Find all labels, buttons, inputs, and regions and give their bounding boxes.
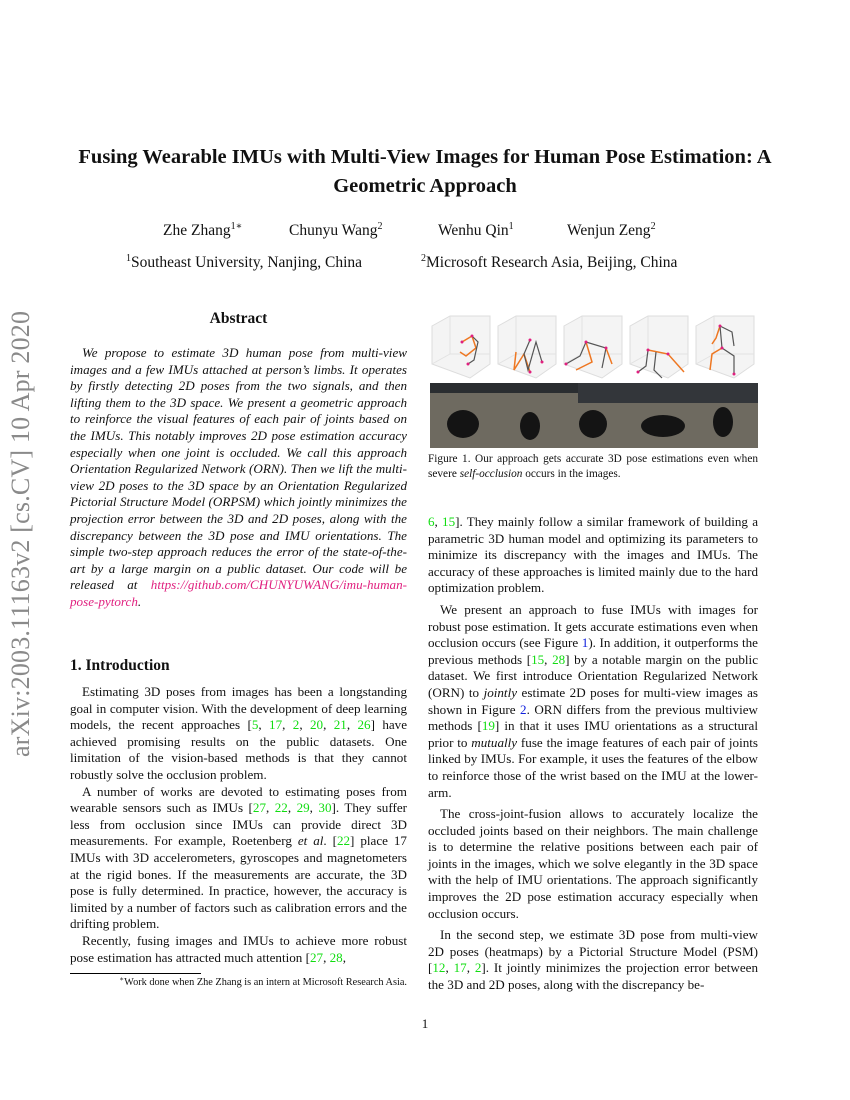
person-silhouette bbox=[447, 410, 479, 438]
citation-link[interactable]: 22 bbox=[274, 800, 288, 816]
paper-title: Fusing Wearable IMUs with Multi-View Images for Human Pose Estimation: A Geometric Approach bbox=[78, 146, 772, 197]
person-silhouette bbox=[520, 412, 540, 440]
section-heading-introduction: 1. Introduction bbox=[70, 657, 170, 674]
citation-link[interactable]: 2 bbox=[292, 717, 300, 733]
abstract-heading: Abstract bbox=[209, 310, 268, 327]
citation-link[interactable]: 28 bbox=[329, 949, 343, 965]
paragraph: We present an approach to fuse IMUs with images for robust pose estimation. It gets accurate estimations even when occlusion occurs (see Figure 1). In addition, it outperforms the previous methods [15, 28] by a notable margin on the public dataset. We first introduce Orientation Regularized Network (ORN) to jointly estimate 2D poses for multi-view images as shown in Figure 2. ORN differs from the previous multiview methods [19] in that it uses IMU orientations as a structural prior to mutually fuse the image features of each pair of joints linked by IMUs. For example, it uses the features of the elbow to reinforce those of the wrist based on the IMU at the lower-arm. bbox=[428, 601, 759, 800]
person-silhouette bbox=[641, 415, 685, 437]
figure-ref-link[interactable]: 1 bbox=[581, 635, 589, 651]
citation-link[interactable]: 17 bbox=[453, 960, 467, 976]
author: Zhe Zhang$^{1∗}$ bbox=[163, 221, 243, 239]
pose-plot bbox=[432, 316, 490, 378]
citation-link[interactable]: 22 bbox=[336, 833, 351, 849]
person-silhouette bbox=[713, 407, 733, 437]
figure-1-image bbox=[428, 312, 758, 448]
author: Wenjun Zeng$^2$ bbox=[567, 221, 656, 239]
right-column-body bbox=[428, 514, 758, 994]
citation-link[interactable]: 19 bbox=[481, 718, 495, 734]
citation-link[interactable]: 30 bbox=[318, 800, 332, 816]
citation-link[interactable]: 15 bbox=[531, 651, 545, 667]
citation-link[interactable]: 27 bbox=[309, 949, 324, 965]
affiliation: $^1$Southeast University, Nanjing, China bbox=[126, 253, 363, 271]
code-link[interactable]: https://github.com/CHUNYUWANG/imu-human-pose-pytorch bbox=[70, 577, 407, 609]
person-silhouette bbox=[579, 410, 607, 438]
author: Chunyu Wang$^2$ bbox=[289, 221, 383, 239]
footnote: ∗Work done when Zhe Zhang is an intern at Microsoft Research Asia. bbox=[119, 975, 407, 988]
citation-link[interactable]: 6 bbox=[428, 514, 435, 529]
arxiv-stamp: arXiv:2003.11163v2 [cs.CV] 10 Apr 2020 bbox=[6, 310, 35, 757]
paragraph: A number of works are devoted to estimating poses from wearable sensors such as IMUs [27, 22, 29, 30]. They suffer less from occlusion since IMUs can provide direct 3D measurements. For example, Roetenberg et al. [22] place 17 IMUs with 3D accelerometers, gyroscopes and magnetometers at the rigid bones. If the measurements are accurate, the 3D pose is fully determined. In practice, however, the accuracy is limited by a number of factors such as calibration errors and the drifting problem. bbox=[70, 783, 407, 932]
paragraph: The cross-joint-fusion allows to accurately localize the occluded joints based on their neighbors. The main challenge is to determine the relative positions between each pair of joints in the images, which we solve elegantly in the 3D space with the help of IMU orientations. The approach significantly improves the 2D pose estimation accuracy especially when occlusion occurs. bbox=[428, 806, 758, 921]
citation-link[interactable]: 15 bbox=[442, 514, 456, 529]
introduction-body bbox=[70, 684, 407, 966]
paragraph: Estimating 3D poses from images has been a longstanding goal in computer vision. With the development of deep learning models, the recent approaches [5, 17, 2, 20, 21, 26] have achieved promising results on the public datasets. One limitation of the vision-based methods is that they cannot robustly solve the occlusion problem. bbox=[70, 684, 408, 782]
citation-link[interactable]: 17 bbox=[269, 717, 283, 733]
pose-plot bbox=[630, 316, 688, 378]
footnote-rule bbox=[70, 973, 201, 974]
citation-link[interactable]: 27 bbox=[252, 800, 266, 816]
paragraph: 6, 15]. They mainly follow a similar framework of building a parametric 3D human model and optimizing its parameters to minimize its discrepancy with the images and IMUs. The accuracy of these approaches is limited mainly due to the hard optimization problem. bbox=[428, 514, 759, 596]
pose-plot bbox=[498, 316, 556, 378]
citation-link[interactable]: 29 bbox=[296, 800, 310, 816]
citation-link[interactable]: 12 bbox=[432, 960, 446, 976]
3d-pose-plots bbox=[432, 316, 754, 378]
citation-link[interactable]: 28 bbox=[552, 651, 566, 667]
citation-link[interactable]: 21 bbox=[333, 717, 347, 733]
paragraph: Recently, fusing images and IMUs to achieve more robust pose estimation has attracted much attention [27, 28, bbox=[70, 932, 407, 965]
citation-link[interactable]: 5 bbox=[251, 717, 259, 733]
pose-plot bbox=[696, 316, 754, 378]
figure-ref-link[interactable]: 2 bbox=[520, 701, 527, 717]
citation-link[interactable]: 20 bbox=[309, 717, 324, 733]
figure-1-caption: Figure 1. Our approach gets accurate 3D pose estimations even when severe self-occlusion occurs in the images. bbox=[428, 453, 758, 480]
citation-link[interactable]: 2 bbox=[474, 960, 482, 976]
paragraph: In the second step, we estimate 3D pose from multi-view 2D poses (heatmaps) by a Pictorial Structure Model (PSM) [12, 17, 2]. It jointly minimizes the projection error between the 3D and 2D poses, along with the discrepancy be- bbox=[428, 927, 759, 993]
pose-plot bbox=[564, 316, 622, 378]
citation-link[interactable]: 26 bbox=[357, 717, 371, 733]
abstract-body: We propose to estimate 3D human pose from multi-view images and a few IMUs attached at person’s limbs. It operates by firstly detecting 2D poses from the two signals, and then lifting them to the 3D space. We present a geometric approach to reinforce the visual features of each pair of joints based on the IMUs. This notably improves 2D pose estimation accuracy especially when one joint is occluded. We call this approach Orientation Regularized Network (ORN). Then we lift the multi-view 2D poses to the 3D space by an Orientation Regularized Pictorial Structure Model (ORPSM) which jointly minimizes the projection error between the 3D and 2D poses, along with the discrepancy between the 3D pose and IMU orientations. The simple two-step approach reduces the error of the state-of-the-art by a large margin on a public dataset. Our code will be released at https://github.com/CHUNYUWANG/imu-human-pose-pytorch. bbox=[70, 345, 407, 609]
page-number: 1 bbox=[421, 1016, 429, 1031]
affiliation: $^2$Microsoft Research Asia, Beijing, China bbox=[421, 253, 678, 271]
author: Wenhu Qin$^1$ bbox=[438, 221, 514, 239]
camera-images bbox=[430, 383, 758, 448]
